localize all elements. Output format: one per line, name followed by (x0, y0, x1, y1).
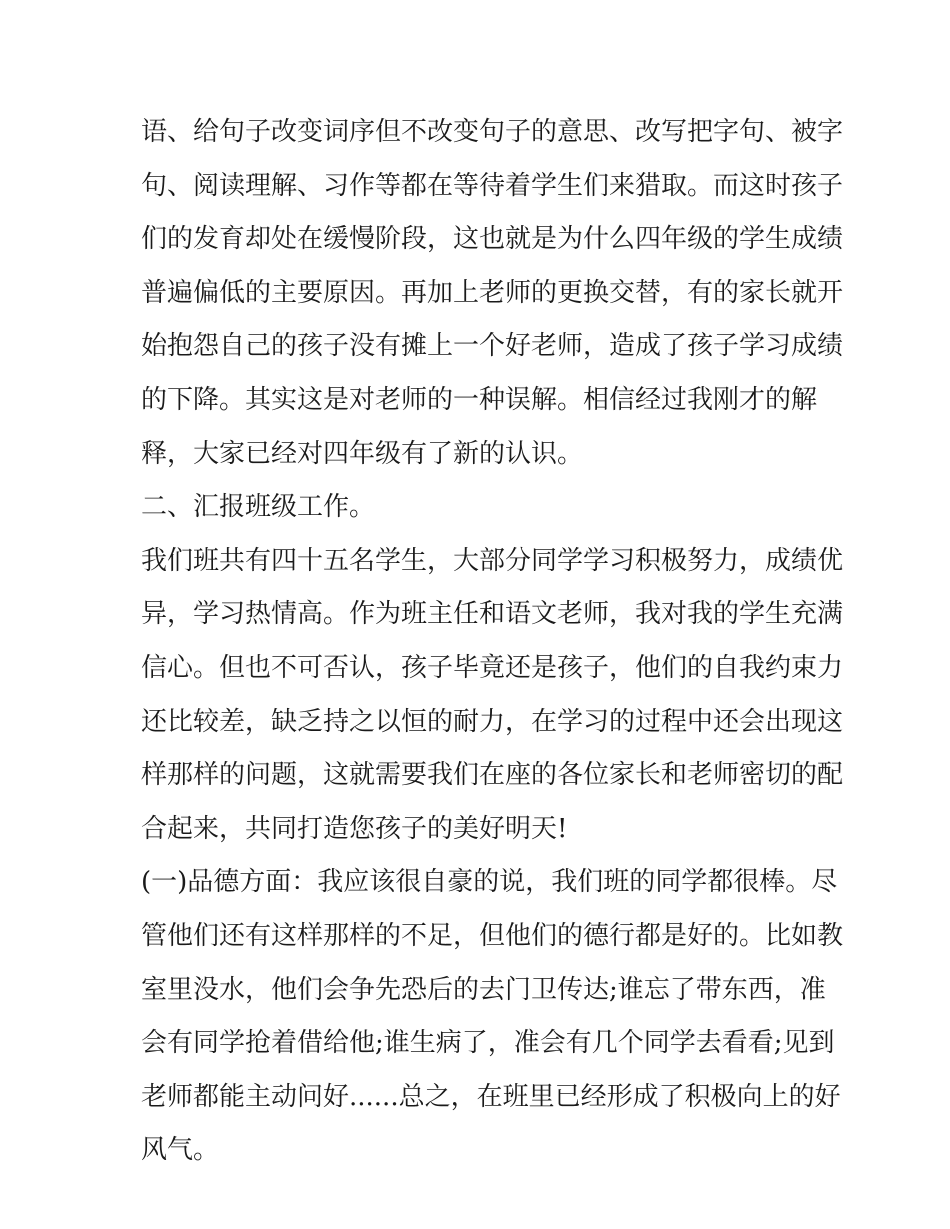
document-body (141, 106, 844, 1178)
text-line: 老师都能主动问好......总之，在班里已经形成了积极向上的好 (141, 1081, 841, 1112)
text-line: 会有同学抢着借给他;谁生病了，准会有几个同学去看看;见到 (141, 1028, 835, 1059)
text-line: 管他们还有这样那样的不足，但他们的德行都是好的。比如教 (141, 920, 844, 951)
text-line: 信心。但也不可否认，孩子毕竟还是孩子，他们的自我约束力 (141, 652, 844, 683)
text-line: 我们班共有四十五名学生，大部分同学学习积极努力，成绩优 (141, 545, 844, 576)
text-line: 风气。 (141, 1135, 220, 1166)
text-line: 还比较差，缺乏持之以恒的耐力，在学习的过程中还会出现这 (141, 706, 844, 737)
text-line: 合起来，共同打造您孩子的美好明天! (141, 813, 568, 844)
text-line: 释，大家已经对四年级有了新的认识。 (141, 438, 584, 469)
text-line: 普遍偏低的主要原因。再加上老师的更换交替，有的家长就开 (141, 277, 844, 308)
text-line: 的下降。其实这是对老师的一种误解。相信经过我刚才的解 (141, 384, 818, 415)
text-line: 们的发育却处在缓慢阶段，这也就是为什么四年级的学生成绩 (141, 224, 844, 255)
text-line: 样那样的问题，这就需要我们在座的各位家长和老师密切的配 (141, 760, 844, 791)
section-heading: 二、汇报班级工作。 (141, 492, 376, 523)
text-line: (一)品德方面：我应该很自豪的说，我们班的同学都很棒。尽 (141, 867, 838, 898)
text-line: 始抱怨自己的孩子没有摊上一个好老师，造成了孩子学习成绩 (141, 331, 844, 362)
text-line: 室里没水，他们会争先恐后的去门卫传达;谁忘了带东西，准 (141, 974, 826, 1005)
text-line: 语、给句子改变词序但不改变句子的意思、改写把字句、被字 (141, 117, 844, 147)
text-line: 句、阅读理解、习作等都在等待着学生们来猎取。而这时孩子 (141, 170, 844, 201)
text-line: 异，学习热情高。作为班主任和语文老师，我对我的学生充满 (141, 599, 844, 630)
